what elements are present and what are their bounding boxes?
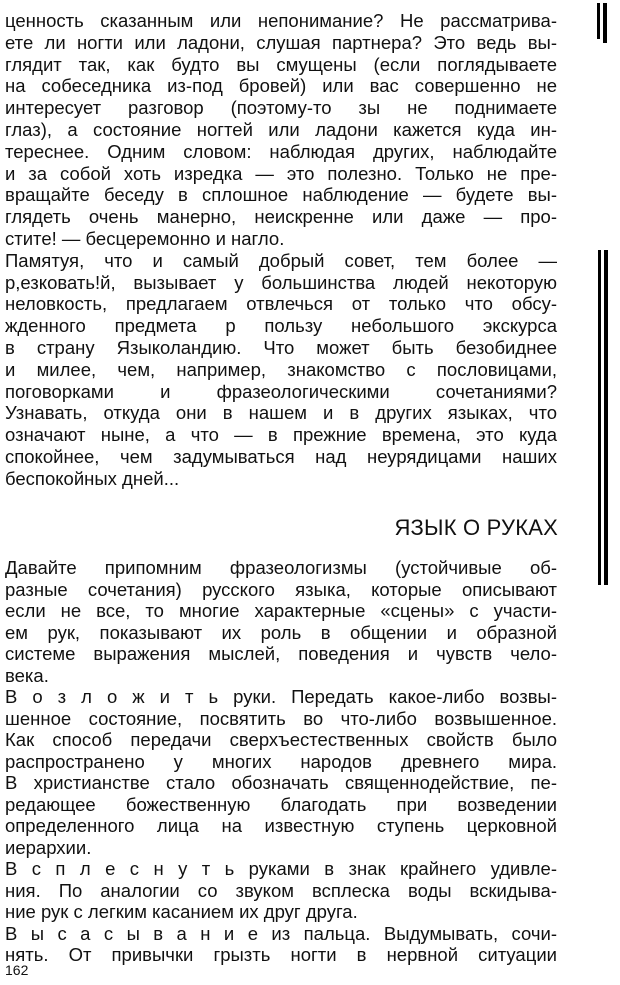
- section-heading: ЯЗЫК О РУКАХ: [394, 515, 558, 540]
- text-line: В о з л о ж и т ь руки. Передать какое-либо возвы-: [5, 686, 557, 707]
- text-line: р,езковать!й, вызывает у большинства людей некоторую: [5, 271, 557, 293]
- text-line: неловкость, предлагаем отвлечься от только что обсу-: [5, 293, 557, 315]
- text-line: В христианстве стало обозначать священнодействие, пе-: [5, 772, 557, 793]
- text-line: и милее, чем, например, знакомство с пословицами,: [5, 358, 557, 380]
- text-line: интересует разговор (поэтому-то зы не поднимаете: [5, 97, 557, 119]
- text-line: беспокойных дней...: [5, 467, 180, 489]
- text-line: нять. От привычки грызть ногти в нервной ситуации: [5, 944, 557, 965]
- text-line: ния. По аналогии со звуком всплеска воды вскидыва-: [5, 879, 557, 901]
- text-line: шенное состояние, посвятить во что-либо возвышенное.: [5, 707, 557, 729]
- text-line: иерархии.: [5, 836, 92, 858]
- text-line: Памятуя, что и самый добрый совет, тем более —: [5, 249, 557, 271]
- margin-bar: [597, 3, 600, 39]
- text-line: глаз), а состояние ногтей или ладони кажется куда ин-: [5, 119, 557, 140]
- text-line: тереснее. Одним словом: наблюдая других, наблюдайте: [5, 140, 557, 162]
- text-line: разные сочетания) русского языка, которые описывают: [5, 578, 557, 600]
- text-line: означают ныне, а что — в прежние времена, это куда: [5, 424, 557, 446]
- text-line: ценность сказанным или непонимание? Не рассматрива-: [5, 10, 557, 31]
- margin-bar: [603, 3, 607, 43]
- page-number: 162: [5, 962, 29, 978]
- margin-bar: [604, 250, 608, 585]
- text-line: жденного предмета р пользу небольшого экскурса: [5, 315, 557, 337]
- text-line: Как способ передачи сверхъестественных свойств было: [5, 729, 557, 750]
- text-line: системе выражения мыслей, поведения и чувств чело-: [5, 643, 557, 664]
- text-line: ние рук с легким касанием их друг друга.: [5, 901, 358, 922]
- text-line: стите! — бесцеремонно и нагло.: [5, 228, 285, 249]
- text-line: В с п л е с н у т ь руками в знак крайнего удивле-: [5, 858, 557, 879]
- text-line: ем рук, показывают их роль в общении и образной: [5, 621, 557, 643]
- margin-bar: [598, 250, 601, 585]
- text-line: и за собой хоть изредка — это полезно. Только не пре-: [5, 162, 557, 184]
- text-line: Давайте припомним фразеологизмы (устойчивые об-: [5, 557, 557, 578]
- text-line: Узнавать, откуда они в нашем и в других языках, что: [5, 402, 557, 424]
- text-line: глядеть очень манерно, неискренне или даже — про-: [5, 206, 557, 228]
- text-line: в страну Языколандию. Что может быть безобиднее: [5, 337, 557, 358]
- text-line: редающее божественную благодать при возведении: [5, 793, 557, 815]
- text-line: на собеседника из-под бровей) или вас совершенно не: [5, 75, 557, 97]
- text-line: определенного лица на известную ступень церковной: [5, 815, 557, 836]
- text-line: В ы с а с ы в а н и е из пальца. Выдумывать, сочи-: [5, 922, 557, 944]
- text-line: спокойнее, чем задумываться над неурядицами наших: [5, 446, 557, 467]
- text-line: если не все, то многие характерные «сцены» с участи-: [5, 600, 557, 621]
- text-line: века.: [5, 664, 49, 686]
- text-line: поговорками и фразеологическими сочетаниями?: [5, 380, 557, 402]
- text-line: ете ли ногти или ладони, слушая партнера? Это ведь вы-: [5, 31, 557, 53]
- text-line: вращайте беседу в сплошное наблюдение — будете вы-: [5, 184, 557, 206]
- text-line: распространено у многих народов древнего мира.: [5, 750, 557, 772]
- text-line: глядит так, как будто вы смущены (если поглядываете: [5, 53, 557, 75]
